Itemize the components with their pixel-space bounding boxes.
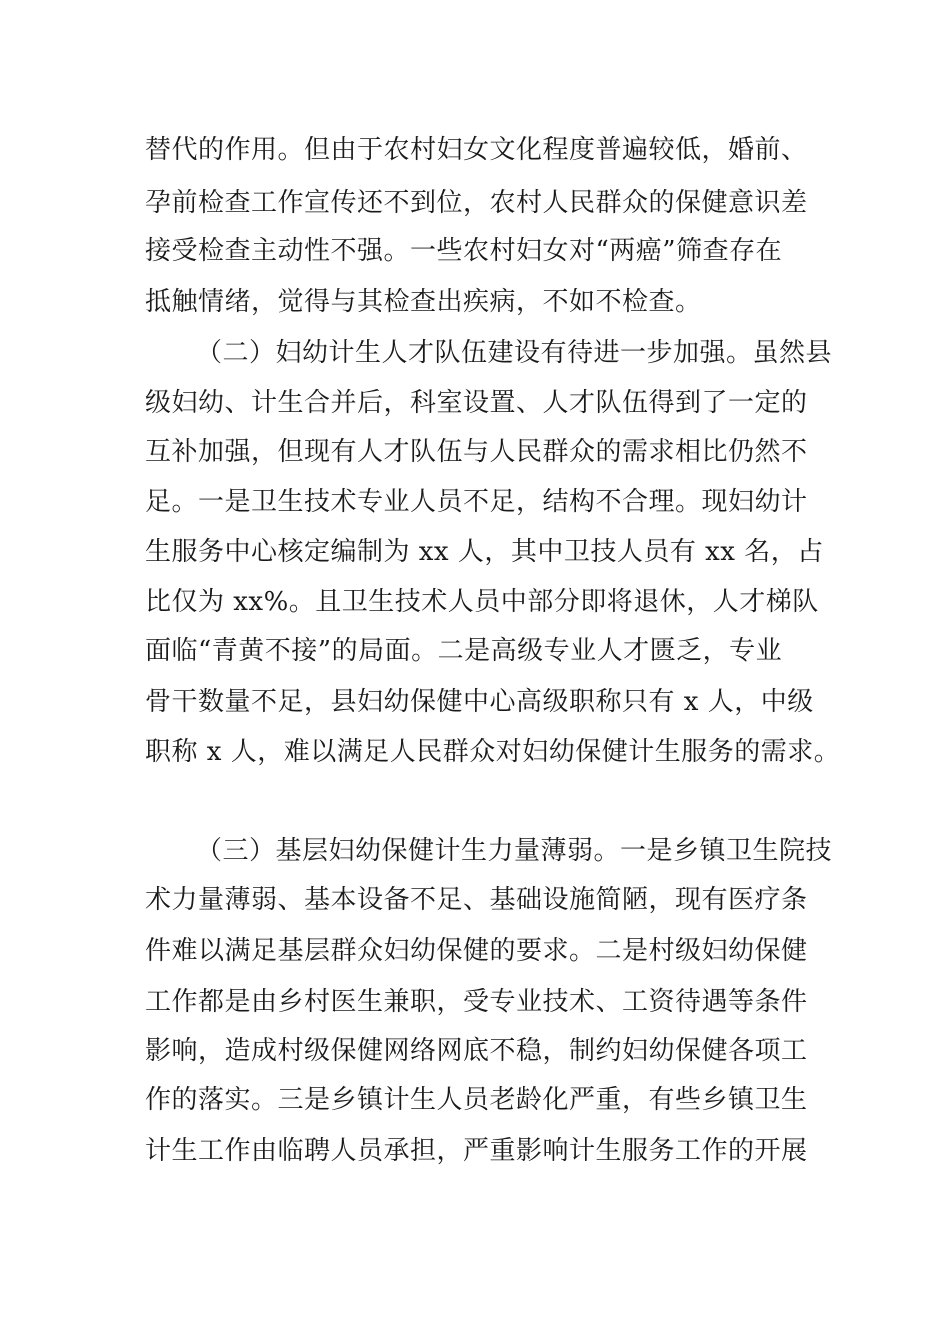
text-line: 骨干数量不足，县妇幼保健中心高级职称只有 x 人，中级 [145,687,814,717]
text-line: （二）妇幼计生人才队伍建设有待进一步加强。虽然县 [196,338,833,368]
text-line: 级妇幼、计生合并后，科室设置、人才队伍得到了一定的 [145,388,808,418]
text-line: 生服务中心核定编制为 xx 人，其中卫技人员有 xx 名，占 [145,537,824,567]
text-line: 术力量薄弱、基本设备不足、基础设施简陋，现有医疗条 [145,885,808,915]
text-line: 计生工作由临聘人员承担，严重影响计生服务工作的开展 [145,1136,808,1166]
text-line: 面临“青黄不接”的局面。二是高级专业人才匮乏，专业 [145,636,783,666]
text-line: 孕前检查工作宣传还不到位，农村人民群众的保健意识差 [145,188,808,218]
text-line: 作的落实。三是乡镇计生人员老龄化严重，有些乡镇卫生 [145,1085,808,1115]
text-line: 足。一是卫生技术专业人员不足，结构不合理。现妇幼计 [145,487,808,517]
text-line: 互补加强，但现有人才队伍与人民群众的需求相比仍然不 [145,437,808,467]
text-line: 抵触情绪，觉得与其检查出疾病，不如不检查。 [145,287,702,317]
text-line: 影响，造成村级保健网络网底不稳，制约妇幼保健各项工 [145,1036,808,1066]
text-line: 职称 x 人，难以满足人民群众对妇幼保健计生服务的需求。 [145,737,841,767]
text-line: 工作都是由乡村医生兼职，受专业技术、工资待遇等条件 [145,987,808,1017]
text-line: 件难以满足基层群众妇幼保健的要求。二是村级妇幼保健 [145,936,808,966]
text-line: 比仅为 xx%。且卫生技术人员中部分即将退休，人才梯队 [145,587,819,617]
text-line: （三）基层妇幼保健计生力量薄弱。一是乡镇卫生院技 [196,836,833,866]
text-line: 替代的作用。但由于农村妇女文化程度普遍较低，婚前、 [145,135,808,165]
text-line: 接受检查主动性不强。一些农村妇女对“两癌”筛查存在 [145,236,783,266]
